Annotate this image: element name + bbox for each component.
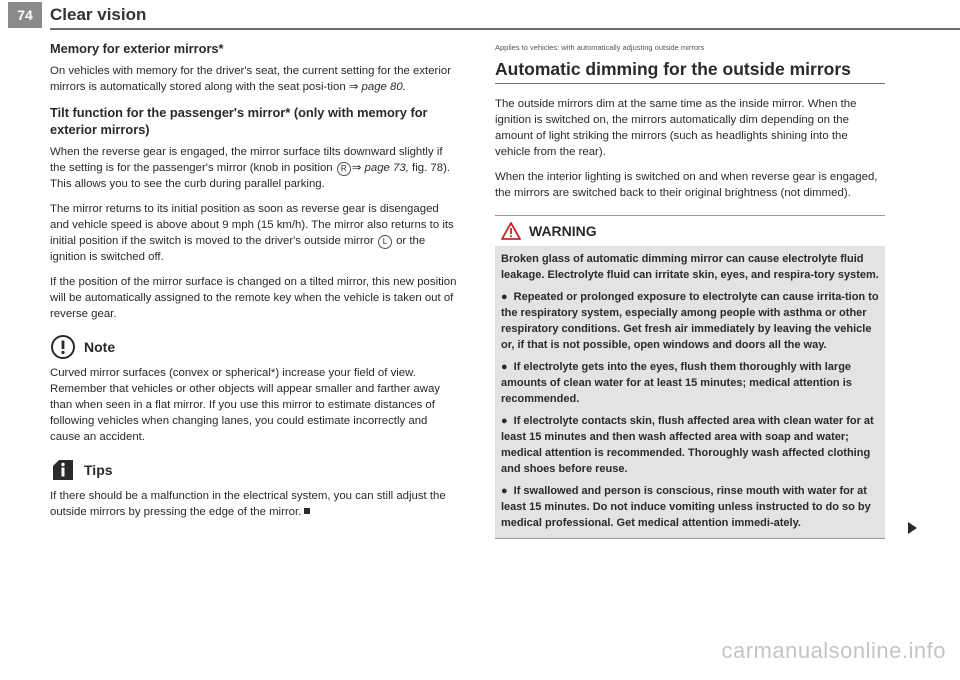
warning-header [495, 222, 885, 246]
tilt-text-b: fig. 78). This allows you to see the curb during parallel parking. [50, 162, 451, 190]
warning-title: WARNING [529, 223, 597, 239]
position-paragraph: If the position of the mirror surface is changed on a tilted mirror, this new position will be automatically assigned to the remote key when the vehicle is taken out of reverse gear. [50, 276, 457, 320]
right-column [495, 40, 885, 539]
memory-paragraph [50, 63, 460, 95]
warning-bullet-text: If electrolyte contacts skin, flush affected area with clean water for at least 15 minutes and then wash affected area with soap and water; medical attention is recommended. Thoroughly wash affected clothing and shoes before reuse. [501, 415, 874, 475]
tips-header [50, 457, 460, 483]
memory-heading: Memory for exterior mirrors* [50, 41, 224, 56]
memory-text: On vehicles with memory for the driver's seat, the current setting for the exterior mirrors is automatically stored along with the seat posi-tion [50, 65, 452, 93]
knob-l-icon: L [378, 235, 392, 249]
note-header [50, 334, 460, 360]
page-73-link[interactable]: ⇒ page 73, [351, 162, 409, 174]
section-title: Clear vision [50, 5, 147, 24]
watermark: carmanualsonline.info [721, 638, 946, 663]
warning-bullet [501, 289, 879, 353]
warning-bullet-text: Repeated or prolonged exposure to electrolyte can cause irrita-tion to the respiratory system, especially among people with asthma or other respiratory conditions. Get fresh air immediately by leaving the vehicle or, if that is not possible, open windows and doors all the way. [501, 291, 879, 351]
return-text-b: or the ignition is switched off. [50, 235, 426, 263]
warning-body [495, 246, 885, 538]
warning-bullet-text: If swallowed and person is conscious, rinse mouth with water for at least 15 minutes. Do not induce vomiting unless instructed to do so by medical professional. Get medical attention immedi-ately. [501, 485, 871, 529]
section-heading: Automatic dimming for the outside mirrors [495, 59, 851, 79]
tilt-text-a: When the reverse gear is engaged, the mirror surface tilts downward slightly if the setting is for the passenger's mirror (knob in position [50, 146, 443, 174]
warning-triangle-icon [501, 222, 521, 240]
tips-text: If there should be a malfunction in the electrical system, you can still adjust the outside mirrors by pressing the edge of the mirror. [50, 490, 446, 518]
return-paragraph [50, 201, 460, 265]
bullet-icon: ● [501, 361, 508, 373]
dimming-paragraph-2: When the interior lighting is switched on and when reverse gear is engaged, the mirrors are switched back to their original brightness (not dimmed). [495, 171, 878, 199]
bullet-icon: ● [501, 291, 508, 303]
warning-bullet [501, 413, 879, 477]
return-text-a: The mirror returns to its initial position as soon as reverse gear is disengaged and vehicle speed is above about 9 mph (15 km/h). The mirror also returns to its initial position if the switch is moved to the driver's outside mirror [50, 203, 454, 247]
info-icon [50, 457, 76, 483]
tips-title: Tips [84, 462, 113, 478]
bullet-icon: ● [501, 415, 508, 427]
tips-paragraph [50, 488, 460, 520]
tilt-heading: Tilt function for the passenger's mirror* (only with memory for exterior mirrors) [50, 105, 428, 137]
left-column [50, 40, 460, 529]
note-title: Note [84, 339, 116, 355]
tilt-paragraph [50, 144, 460, 192]
page-number: 74 [8, 2, 42, 28]
bullet-icon: ● [501, 485, 508, 497]
page-header [0, 0, 960, 30]
knob-r-icon: R [337, 162, 351, 176]
applies-to: Applies to vehicles: with automatically adjusting outside mirrors [495, 43, 705, 52]
warning-bullet [501, 359, 879, 407]
warning-bullet-text: If electrolyte gets into the eyes, flush them thoroughly with large amounts of clean water for at least 15 minutes; medical attention is recommended. [501, 361, 852, 405]
page-80-link[interactable]: ⇒ page 80. [348, 81, 406, 93]
end-of-section-icon [304, 508, 310, 514]
note-text: Curved mirror surfaces (convex or spherical*) increase your field of view. Remember that vehicles or other objects will appear smaller and farther away than when seen in a flat mirror. If you use this mirror to estimate distances of following vehicles when changing lanes, you could estimate incorrectly and cause an accident. [50, 367, 440, 443]
heading-rule [495, 83, 885, 84]
note-icon [50, 334, 76, 360]
warning-box [495, 215, 885, 539]
dimming-paragraph-1: The outside mirrors dim at the same time as the inside mirror. When the ignition is switched on, the mirrors automatically dim depending on the amount of light striking the mirrors (such as headlights shining into the vehicle from the rear). [495, 98, 857, 158]
warning-intro: Broken glass of automatic dimming mirror can cause electrolyte fluid leakage. Electrolyte fluid can irritate skin, eyes, and respira-tory system. [501, 253, 879, 281]
continue-arrow-icon [908, 522, 917, 534]
header-rule [50, 28, 960, 30]
warning-bullet [501, 483, 879, 531]
